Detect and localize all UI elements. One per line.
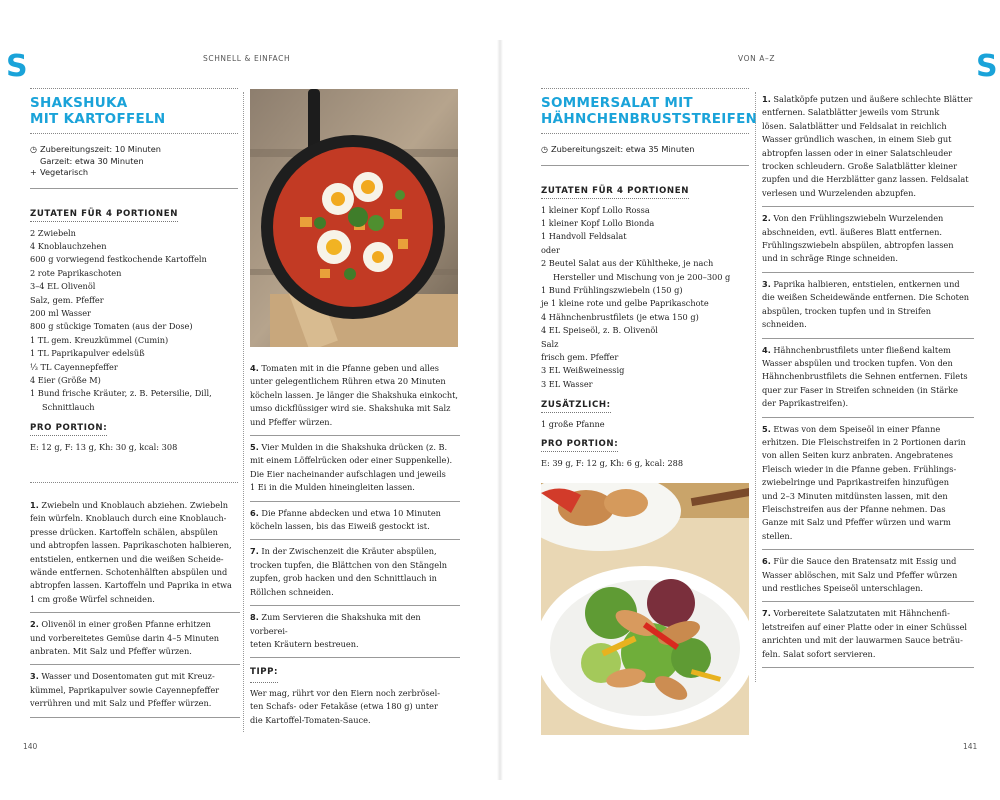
step-7: 7. Vorbereitete Salatzutaten mit Hähnchenfi- letstreifen auf einer Platte oder in einer Schüssel anrichten und mit der lauwarmen Sauce beträu- feln. Salat sofort servieren. — [762, 608, 968, 659]
step-2: 2. Von den Frühlingszwiebeln Wurzelenden abschneiden, evtl. äußeres Blatt entfernen. Frühlingszwiebeln abspülen, abtropfen lassen und in schräge Ringe schneiden. — [762, 213, 954, 264]
list-item: ⅓ TL Cayennepfeffer — [30, 361, 118, 372]
section-letter-right: S — [976, 49, 998, 84]
page-number-left: 140 — [23, 742, 38, 751]
list-item: je 1 kleine rote und gelbe Paprikaschote — [541, 298, 709, 309]
extra-item: 1 große Pfanne — [541, 419, 605, 430]
running-head-left: SCHNELL & EINFACH — [203, 54, 291, 63]
list-item: 3 EL Weißweinessig — [541, 365, 625, 376]
list-item: 2 Beutel Salat aus der Kühltheke, je nach — [541, 258, 714, 269]
running-head-right: VON A–Z — [738, 54, 776, 63]
step-5: 5. Vier Mulden in die Shakshuka drücken (z. B. mit einem Löffelrücken oder einer Suppenkelle). Die Eier nacheinander aufschlagen und jeweils 1 Ei in die Mulden hineingleiten lassen. — [250, 442, 453, 493]
clock-icon: ◷ — [30, 145, 37, 154]
list-item: Salz, gem. Pfeffer — [30, 294, 104, 305]
steps-column-1 — [30, 499, 240, 718]
salad-photo — [541, 483, 749, 735]
list-item: oder — [541, 244, 560, 255]
step-3: 3. Wasser und Dosentomaten gut mit Kreuz- kümmel, Paprikapulver sowie Cayennepfeffer verrühren und mit Salz und Pfeffer würzen. — [30, 671, 220, 709]
tip-heading: TIPP: — [250, 666, 278, 682]
list-item: 2 Zwiebeln — [30, 227, 76, 238]
portion-text-right: E: 39 g, F: 12 g, Kh: 6 g, kcal: 288 — [541, 457, 684, 468]
step-8: 8. Zum Servieren die Shakshuka mit den vorberei- teten Kräutern bestreuen. — [250, 612, 421, 649]
list-item: 800 g stückige Tomaten (aus der Dose) — [30, 321, 193, 332]
step-4: 4. Tomaten mit in die Pfanne geben und alles unter gelegentlichem Rühren etwa 20 Minuten köcheln lassen. Je länger die Shakshuka einkocht, umso dickflüssiger wird sie. Shakshuka mit Salz und Pfeffer würzen. — [250, 363, 459, 427]
step-4: 4. Hähnchenbrustfilets unter fließend kaltem Wasser abspülen und trocken tupfen. Von den Hähnchenbrustfilets die Sehnen entfernen. Filets quer zur Faser in Streifen schneiden (in Stärke der Paprikastreifen). — [762, 344, 968, 409]
list-item: 4 EL Speiseöl, z. B. Olivenöl — [541, 325, 658, 336]
clock-icon: ◷ — [541, 145, 548, 154]
recipe-right-column — [541, 88, 758, 470]
ingredients-list-right — [541, 204, 749, 392]
portion-heading-right: PRO PORTION: — [541, 439, 618, 452]
list-item: 4 Eier (Größe M) — [30, 374, 101, 385]
step-6: 6. Die Pfanne abdecken und etwa 10 Minuten köcheln lassen, bis das Eiweiß gestockt ist. — [250, 507, 441, 532]
step-6: 6. Für die Sauce den Bratensatz mit Essig und Wasser ablöschen, mit Salz und Pfeffer würzen und restliches Speiseöl unterschlagen. — [762, 556, 958, 593]
list-item: 1 Bund Frühlingszwiebeln (150 g) — [541, 284, 683, 295]
list-item: 3 EL Wasser — [541, 378, 593, 389]
page-number-right: 141 — [963, 742, 978, 751]
recipe-meta: ◷ Zubereitungszeit: 10 Minuten Garzeit: etwa 30 Minuten + Vegetarisch — [30, 144, 161, 177]
list-item: Salz — [541, 338, 559, 349]
list-item: 200 ml Wasser — [30, 307, 91, 318]
list-item: 1 Bund frische Kräuter, z. B. Petersilie, Dill, — [30, 388, 212, 399]
ingredients-heading-right: ZUTATEN FÜR 4 PORTIONEN — [541, 186, 689, 199]
section-letter-left: S — [6, 49, 28, 84]
list-item: 1 TL gem. Kreuzkümmel (Cumin) — [30, 334, 169, 345]
list-item: Schnittlauch — [42, 401, 95, 412]
shakshuka-photo — [250, 89, 458, 347]
plus-icon: + — [30, 168, 37, 177]
list-item: 600 g vorwiegend festkochende Kartoffeln — [30, 254, 207, 265]
step-1: 1. Salatköpfe putzen und äußere schlechte Blätter entfernen. Salatblätter jeweils vom Strunk lösen. Salatblätter und Feldsalat in reichlich Wasser gründlich waschen, in einem Sieb gut abtropfen lassen oder in einer Salatschleuder trocken schleudern. Große Salatblätter kleiner zupfen und die Herzblätter ganz lassen. Feldsalat verlesen und Wurzelenden abzupfen. — [762, 94, 973, 198]
portion-heading: PRO PORTION: — [30, 423, 107, 436]
list-item: 3–4 EL Olivenöl — [30, 281, 96, 292]
list-item: 1 kleiner Kopf Lollo Rossa — [541, 204, 650, 215]
ingredients-list — [30, 227, 238, 415]
step-2: 2. Olivenöl in einer großen Pfanne erhitzen und vorbereitetes Gemüse darin 4–5 Minuten anbraten. Mit Salz und Pfeffer würzen. — [30, 619, 220, 657]
steps-column-right — [762, 93, 974, 668]
step-7: 7. In der Zwischenzeit die Kräuter abspülen, trocken tupfen, die Blättchen von den Stängeln zupfen, grob hacken und den Schnittlauch in Röllchen schneiden. — [250, 546, 447, 597]
step-5: 5. Etwas von dem Speiseöl in einer Pfanne erhitzen. Die Fleischstreifen in 2 Portionen darin von allen Seiten kurz anbraten. Angebratenes Fleisch wieder in die Pfanne geben. Frühlings- zwiebelringe und Paprikastreifen hinzufügen und 2–3 Minuten mitdünsten lassen, mit den Fleischstreifen aus der Pfanne nehmen. Das Ganze mit Salz und Pfeffer würzen und warm stellen. — [762, 423, 966, 541]
list-item: 2 rote Paprikaschoten — [30, 267, 122, 278]
recipe-title: SHAKSHUKA MIT KARTOFFELN — [30, 95, 166, 127]
step-1: 1. Zwiebeln und Knoblauch abziehen. Zwiebeln fein würfeln. Knoblauch durch eine Knoblauch- presse drücken. Kartoffeln schälen, abspülen und abtropfen lassen. Paprikaschoten halbieren, entstielen, entkernen und die weißen Scheide- wände entfernen. Schotenhälften abspülen und abtropfen lassen. Kartoffeln und Paprika in etwa 1 cm große Würfel schneiden. — [30, 500, 232, 604]
recipe-title-right: SOMMERSALAT MIT HÄHNCHENBRUSTSTREIFEN — [541, 95, 758, 127]
step-3: 3. Paprika halbieren, entstielen, entkernen und die weißen Scheidewände entfernen. Die Schoten abspülen, trocken tupfen und in Streifen schneiden. — [762, 278, 970, 330]
list-item: 1 TL Paprikapulver edelsüß — [30, 348, 145, 359]
recipe-meta-right: ◷ Zubereitungszeit: etwa 35 Minuten — [541, 144, 695, 154]
ingredients-heading: ZUTATEN FÜR 4 PORTIONEN — [30, 209, 178, 222]
portion-text: E: 12 g, F: 13 g, Kh: 30 g, kcal: 308 — [30, 442, 178, 453]
recipe-left-column — [30, 88, 238, 455]
extra-heading: ZUSÄTZLICH: — [541, 400, 611, 413]
tip-text: Wer mag, rührt vor den Eiern noch zerbrösel- ten Schafs- oder Fetakäse (etwa 180 g) unter die Kartoffel-Tomaten-Sauce. — [250, 687, 440, 725]
list-item: 4 Knoblauchzehen — [30, 240, 107, 251]
steps-column-2 — [250, 362, 460, 727]
list-item: 1 kleiner Kopf Lollo Bionda — [541, 217, 655, 228]
list-item: 4 Hähnchenbrustfilets (je etwa 150 g) — [541, 311, 699, 322]
list-item: Hersteller und Mischung von je 200–300 g — [553, 271, 731, 282]
list-item: frisch gem. Pfeffer — [541, 351, 619, 362]
list-item: 1 Handvoll Feldsalat — [541, 231, 627, 242]
